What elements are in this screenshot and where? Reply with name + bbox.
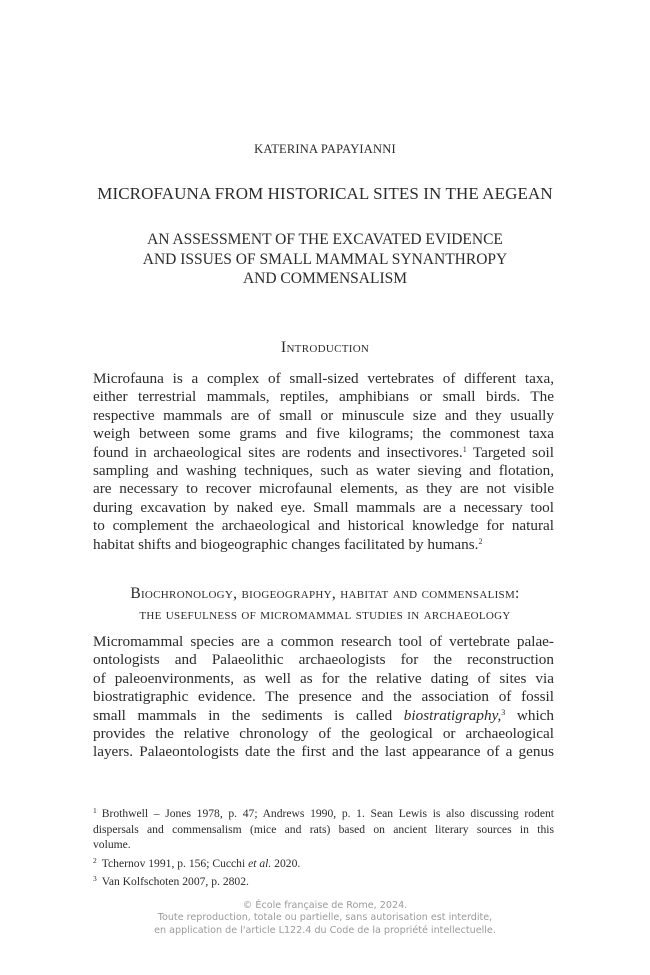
footnote-3 bbox=[93, 871, 554, 890]
footnote-1 bbox=[93, 803, 554, 853]
footnote-line bbox=[93, 803, 554, 822]
article-subtitle bbox=[0, 230, 650, 289]
heading-line: Biochronology, biogeography, habitat and commensalism: bbox=[130, 585, 520, 602]
text-line bbox=[93, 444, 554, 462]
footnote-ref[interactable]: 1 bbox=[462, 444, 467, 454]
text-line bbox=[93, 536, 554, 554]
text-line: either terrestrial mammals, reptiles, amphibians or small birds. The bbox=[93, 388, 554, 406]
text-line: biostratigraphic evidence. The presence and the association of fossil bbox=[93, 688, 554, 706]
footnote-number: 2 bbox=[93, 855, 97, 865]
copyright-line: Toute reproduction, totale ou partielle, sans autorisation est interdite, bbox=[157, 912, 493, 924]
subtitle-line: AND COMMENSALISM bbox=[242, 270, 408, 287]
heading-line: the usefulness of micromammal studies in archaeology bbox=[139, 606, 511, 623]
text-line: respective mammals are of small or minuscule size and they usually bbox=[93, 406, 554, 424]
paragraph-biochronology bbox=[93, 633, 554, 762]
text-line: during excavation by naked eye. Small mammals are a necessary tool bbox=[93, 498, 554, 516]
text-line: sampling and washing techniques, such as water sieving and flotation, bbox=[93, 462, 554, 480]
text-line: layers. Palaeontologists date the first and the last appearance of a genus bbox=[93, 743, 554, 761]
subtitle-line: AN ASSESSMENT OF THE EXCAVATED EVIDENCE bbox=[147, 231, 503, 248]
footnote-number: 3 bbox=[93, 874, 97, 883]
section-heading-biochronology bbox=[0, 583, 650, 625]
text-line bbox=[93, 707, 554, 725]
text-line: of paleoenvironments, as well as for the relative dating of sites via bbox=[93, 669, 554, 687]
footnote-ref[interactable]: 2 bbox=[478, 536, 483, 546]
italic-term: biostratigraphy, bbox=[403, 706, 502, 724]
section-heading-introduction: Introduction bbox=[280, 339, 370, 356]
copyright-line: en application de l'article L122.4 du Code de la propriété intellectuelle. bbox=[154, 924, 496, 936]
text-segment: small mammals in the sediments is called bbox=[93, 706, 404, 724]
text-segment: Targeted soil bbox=[466, 443, 554, 461]
author-name: KATERINA PAPAYIANNI bbox=[254, 142, 396, 156]
paragraph-introduction bbox=[93, 370, 554, 554]
footnote-number: 1 bbox=[93, 806, 97, 815]
footnote-text: 2020. bbox=[271, 856, 301, 870]
article-title: MICROFAUNA FROM HISTORICAL SITES IN THE AEGEAN bbox=[97, 184, 553, 203]
text-line: ontologists and Palaeolithic archaeologists for the reconstruction bbox=[93, 651, 554, 669]
text-line: weigh between some grams and five kilograms; the commonest taxa bbox=[93, 425, 554, 443]
text-segment: which bbox=[505, 706, 555, 724]
text-line: provides the relative chronology of the geological or archaeological bbox=[93, 725, 554, 743]
footnote-line: volume. bbox=[93, 838, 131, 851]
footnote-line bbox=[93, 853, 554, 872]
text-line: are necessary to recover microfaunal elements, as they are not visible bbox=[93, 480, 554, 498]
subtitle-line: AND ISSUES OF SMALL MAMMAL SYNANTHROPY bbox=[142, 250, 508, 268]
footnote-text: Tchernov 1991, p. 156; Cucchi bbox=[101, 856, 249, 870]
footnote-line bbox=[93, 871, 554, 890]
footnote-line: dispersals and commensalism (mice and rats) based on ancient literary sources in this bbox=[93, 822, 554, 836]
copyright-line: © École française de Rome, 2024. bbox=[242, 900, 408, 911]
footnote-italic: et al. bbox=[248, 856, 272, 870]
text-segment: habitat shifts and biogeographic changes facilitated by humans. bbox=[93, 535, 479, 553]
footnote-text: Van Kolfschoten 2007, p. 2802. bbox=[101, 875, 249, 888]
text-line: Microfauna is a complex of small-sized vertebrates of different taxa, bbox=[93, 370, 554, 387]
text-segment: found in archaeological sites are rodents and insectivores. bbox=[93, 443, 463, 461]
copyright-notice bbox=[0, 900, 650, 937]
text-line: Micromammal species are a common research tool of vertebrate palae- bbox=[93, 633, 554, 650]
footnote-2 bbox=[93, 853, 554, 872]
footnote-ref[interactable]: 3 bbox=[501, 707, 506, 717]
footnote-text: Brothwell – Jones 1978, p. 47; Andrews 1990, p. 1. Sean Lewis is also discussing rodent bbox=[101, 807, 554, 820]
footnotes bbox=[93, 803, 554, 890]
text-line: to complement the archaeological and historical knowledge for natural bbox=[93, 517, 554, 535]
